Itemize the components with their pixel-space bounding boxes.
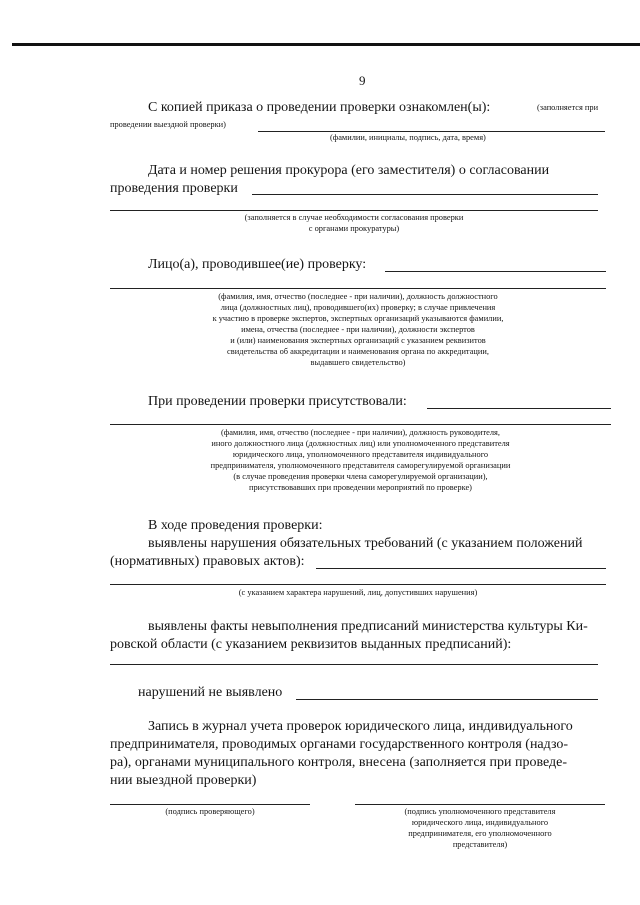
prosecutor-fill-line-2 [110,210,598,211]
page-number: 9 [359,73,366,88]
hint-line: предпринимателя, уполномоченного представителя саморегулируемой организации [210,461,511,470]
hint-line: присутствовавших при проведении мероприятий по проверке) [249,483,472,492]
hint-line: лица (должностных лиц), проводившего(их) проверку; в случае привлечения [220,303,496,312]
violations-fill-line-2 [110,584,606,585]
attendees-hint [110,427,611,493]
prosecutor-hint-2: с органами прокуратуры) [308,224,400,233]
attendees-fill-line-2 [110,424,611,425]
order-copy-hint: (фамилии, инициалы, подпись, дата, время) [330,133,486,142]
inspectors-hint [110,291,606,368]
representative-signature-line [355,804,605,805]
prosecutor-line2: проведения проверки [110,181,238,196]
journal-line1: Запись в журнал учета проверок юридического лица, индивидуального [148,719,573,734]
hint-line: к участию в проверке экспертов, экспертных организаций указываются фамилии, [212,314,504,323]
orders-fill-line [110,664,598,665]
order-copy-inline-note: (заполняется при [537,103,599,112]
no-violations-fill-line [296,699,598,700]
prosecutor-line1: Дата и номер решения прокурора (его заместителя) о согласовании [148,163,550,178]
hint-line: иного должностного лица (должностных лиц) или уполномоченного представителя [211,439,510,448]
journal-line2: предпринимателя, проводимых органами государственного контроля (надзо- [110,737,569,752]
hint-line: свидетельства об аккредитации и наименования органа по аккредитации, [227,347,489,356]
top-rule [12,43,640,46]
orders-line2: ровской области (с указанием реквизитов выданных предписаний): [110,637,512,652]
inspector-signature-line [110,804,310,805]
violations-line1: выявлены нарушения обязательных требований (с указанием положений [148,536,583,551]
journal-line3: ра), органами муниципального контроля, внесена (заполняется при проведе- [110,755,568,770]
hint-line: имена, отчества (последнее - при наличии), должности экспертов [241,325,475,334]
violations-line2: (нормативных) правовых актов): [110,554,305,569]
orders-line1: выявлены факты невыполнения предписаний министерства культуры Ки- [148,619,588,634]
caption-line: предпринимателя, его уполномоченного [408,829,552,838]
inspector-signature-caption: (подпись проверяющего) [165,807,255,816]
representative-signature-caption [355,806,605,850]
hint-line: (фамилия, имя, отчество (последнее - при наличии), должность руководителя, [221,428,500,437]
journal-line4: нии выездной проверки) [110,773,257,788]
hint-line: (в случае проведения проверки члена саморегулируемой организации), [233,472,488,481]
hint-line: и (или) наименования экспертных организаций с указанием реквизитов [230,336,486,345]
attendees-fill-line [427,408,611,409]
inspectors-label: Лицо(а), проводившее(ие) проверку: [148,257,367,272]
hint-line: (фамилия, имя, отчество (последнее - при наличии), должность должностного [218,292,498,301]
order-copy-note: проведении выездной проверки) [110,120,226,129]
inspectors-fill-line [385,271,606,272]
inspectors-fill-line-2 [110,288,606,289]
caption-line: (подпись уполномоченного представителя [404,807,556,816]
violations-fill-line [316,568,606,569]
caption-line: представителя) [452,840,508,849]
prosecutor-hint-1: (заполняется в случае необходимости согласования проверки [244,213,464,222]
violations-hint: (с указанием характера нарушений, лиц, допустивших нарушения) [238,588,478,597]
hint-line: юридического лица, уполномоченного представителя индивидуального [232,450,489,459]
no-violations-label: нарушений не выявлено [138,685,283,700]
hint-line: выдавшего свидетельство) [310,358,406,367]
prosecutor-fill-line [252,194,598,195]
attendees-label: При проведении проверки присутствовали: [148,394,407,409]
order-copy-line1: С копией приказа о проведении проверки ознакомлен(ы): [148,100,491,115]
order-copy-fill-line [258,131,605,132]
findings-intro: В ходе проведения проверки: [148,518,323,533]
caption-line: юридического лица, индивидуального [411,818,549,827]
